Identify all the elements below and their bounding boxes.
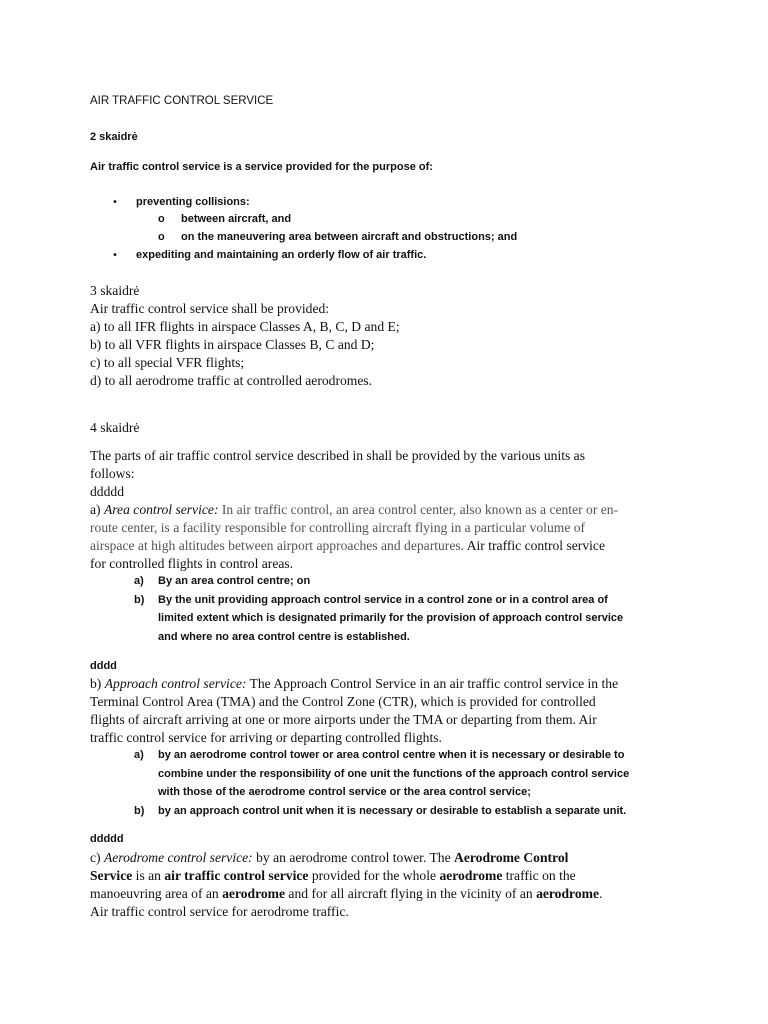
sub-bullet-marker: o <box>158 231 165 243</box>
bullet-item-1: preventing collisions: <box>136 196 250 208</box>
approach-control-paragraph: b) Approach control service: The Approach Control Service in an air traffic control service in the Terminal Control Area (TMA) and the Control Zone (CTR), which is provided for controlled flights of aircraft arriving at one or more airports under the TMA or departing from them. Air traffic control service for arriving or departing controlled flights. <box>90 676 619 745</box>
section-4-intro: The parts of air traffic control service described in shall be provided by the various units as <box>90 448 586 463</box>
section-4-intro: follows: <box>90 466 135 481</box>
area-control-term: Area control service: <box>103 502 219 517</box>
section-3-line: d) to all aerodrome traffic at controlled aerodromes. <box>90 373 373 388</box>
bullet-marker: • <box>112 197 118 208</box>
section-4-heading: 4 skaidrė <box>90 420 140 435</box>
aerodrome-control-paragraph: c) Aerodrome control service: by an aerodrome control tower. The Aerodrome Control Service is an air traffic control service provided for the whole aerodrome traffic on the manoeuvring area of an aerodrome and for all aircraft flying in the vicinity of an aerodrome. Air traffic control service for aerodrome traffic. <box>90 850 603 919</box>
sub-bullet-marker: o <box>158 213 165 225</box>
sub-bullet-item-2: on the maneuvering area between aircraft and obstructions; and <box>181 231 518 243</box>
section-3 <box>90 282 400 390</box>
section-2-heading: 2 skaidrė <box>90 131 138 143</box>
bullet-marker: • <box>112 250 118 261</box>
section-2-intro: Air traffic control service is a service provided for the purpose of: <box>90 161 433 173</box>
approach-control-term: Approach control service: <box>104 676 247 691</box>
aerodrome-control-term: Aerodrome control service: <box>103 850 253 865</box>
list-item: a) by an aerodrome control tower or area control centre when it is necessary or desirable to combine under the responsibility of one unit the functions of the approach control service with those of the aerodrome control service or the area control service; <box>134 749 630 798</box>
section-marker: ddddd <box>90 833 124 845</box>
list-item: b) By the unit providing approach control service in a control zone or in a control area of limited extent which is designated primarily for the provision of approach control service and where no area control centre is established. <box>134 593 624 643</box>
area-control-paragraph: a) Area control service: In air traffic control, an area control center, also known as a center or en- <box>90 502 619 517</box>
section-marker: ddddd <box>90 484 124 499</box>
section-3-line: b) to all VFR flights in airspace Classes B, C and D; <box>90 337 375 352</box>
sub-bullet-item-1: between aircraft, and <box>181 213 292 225</box>
section-4-body: The parts of air traffic control service described in shall be provided by the various units as follows: ddddd a) Area control service: In air traffic control, an area control center, also known as a center or en- route center, is a facility responsible for controlling aircraft flying in a particular volume of airspace at high altitudes between airport approaches and departures. Air traffic control service for controlled flights in control areas. <box>90 448 619 571</box>
bullet-item-2: expediting and maintaining an orderly flow of air traffic. <box>136 249 427 261</box>
list-item: a) By an area control centre; on <box>134 575 311 587</box>
section-3-heading: 3 skaidrė <box>90 283 140 298</box>
section-marker: dddd <box>90 660 117 672</box>
document-title: AIR TRAFFIC CONTROL SERVICE <box>90 95 274 107</box>
section-3-line: Air traffic control service shall be provided: <box>90 301 330 316</box>
area-control-list <box>134 572 674 646</box>
section-3-line: a) to all IFR flights in airspace Classes A, B, C, D and E; <box>90 319 400 334</box>
section-3-line: c) to all special VFR flights; <box>90 355 245 370</box>
list-item: b) by an approach control unit when it is necessary or desirable to establish a separate unit. <box>134 804 627 817</box>
approach-control-list <box>134 746 674 820</box>
